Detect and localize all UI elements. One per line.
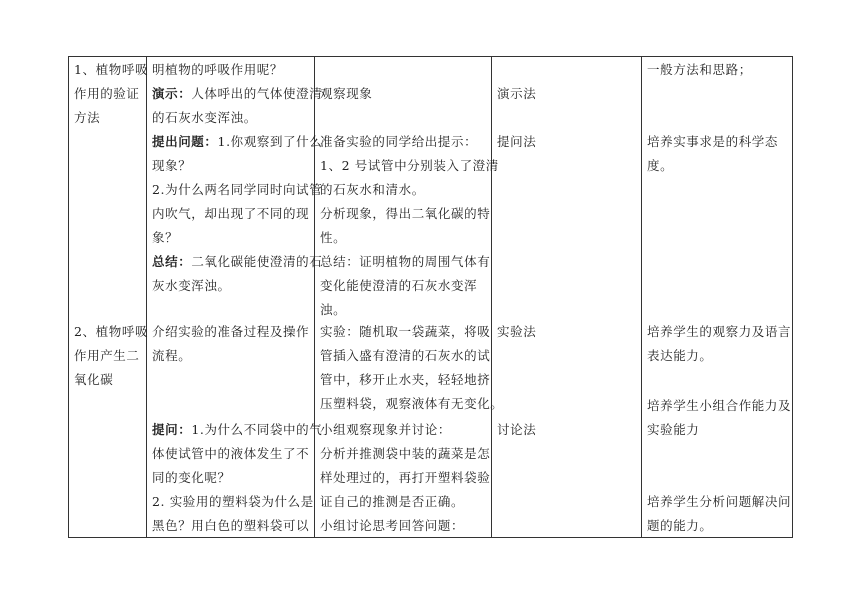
teacher-text: 演示：人体呼出的气体使澄清 [152, 86, 323, 101]
intent-text: 培养实事求是的科学态 [647, 134, 779, 149]
label-demo: 演示： [152, 86, 192, 101]
teacher-text: 介绍实验的准备过程及操作 [152, 324, 310, 339]
step-text: 氧化碳 [74, 372, 114, 387]
student-text: 压塑料袋，观察液体有无变化。 [320, 396, 504, 411]
label-ask: 提问： [152, 422, 192, 437]
teacher-text: 象？ [152, 230, 179, 245]
intent-text: 度。 [647, 158, 674, 173]
step-text: 作用的验证 [74, 86, 140, 101]
table-top-border [68, 56, 793, 57]
intent-text: 实验能力 [647, 422, 700, 437]
label-question: 提出问题： [152, 134, 218, 149]
student-text: 分析现象，得出二氧化碳的特 [320, 206, 491, 221]
method-text: 实验法 [497, 324, 537, 339]
label-summary: 总结： [152, 254, 192, 269]
student-text: 管中，移开止水夹，轻轻地挤 [320, 372, 491, 387]
student-text: 小组讨论思考回答问题： [320, 518, 465, 533]
table-divider-3 [491, 56, 492, 538]
student-text: 浊。 [320, 302, 347, 317]
student-text: 的石灰水和清水。 [320, 182, 425, 197]
student-text: 1、2 号试管中分别装入了澄清 [320, 158, 499, 173]
student-text: 总结：证明植物的周围气体有 [320, 254, 491, 269]
student-text: 分析并推测袋中装的蔬菜是怎 [320, 446, 491, 461]
method-text: 演示法 [497, 86, 537, 101]
table-divider-4 [641, 56, 642, 538]
teacher-text: 现象？ [152, 158, 192, 173]
intent-text: 培养学生小组合作能力及 [647, 398, 792, 413]
table-border-left [68, 56, 69, 538]
step-text: 1、植物呼吸 [74, 62, 149, 77]
student-text: 证自己的推测是否正确。 [320, 494, 465, 509]
teacher-text: 提问：1.为什么不同袋中的气 [152, 422, 323, 437]
intent-text: 表达能力。 [647, 348, 713, 363]
student-text: 观察现象 [320, 86, 373, 101]
teacher-text: 流程。 [152, 348, 192, 363]
intent-text: 培养学生的观察力及语言 [647, 324, 792, 339]
table-divider-2 [314, 56, 315, 538]
teacher-text: 2. 实验用的塑料袋为什么是 [152, 494, 314, 509]
method-text: 讨论法 [497, 422, 537, 437]
student-text: 样处理过的，再打开塑料袋验 [320, 470, 491, 485]
teacher-text: 2.为什么两名同学同时向试管 [152, 182, 323, 197]
teacher-text: 同的变化呢？ [152, 470, 231, 485]
teacher-text: 灰水变浑浊。 [152, 278, 231, 293]
teacher-text: 黑色？用白色的塑料袋可以 [152, 518, 310, 533]
step-text: 方法 [74, 110, 101, 125]
step-text: 2、植物呼吸 [74, 324, 149, 339]
student-text: 准备实验的同学给出提示： [320, 134, 478, 149]
intent-text: 题的能力。 [647, 518, 713, 533]
teacher-text: 的石灰水变浑浊。 [152, 110, 257, 125]
student-text: 性。 [320, 230, 347, 245]
teacher-text: 体使试管中的液体发生了不 [152, 446, 310, 461]
teacher-text: 内吹气，却出现了不同的现 [152, 206, 310, 221]
intent-text: 培养学生分析问题解决问 [647, 494, 792, 509]
teacher-text: 明植物的呼吸作用呢？ [152, 62, 284, 77]
teacher-text: 总结：二氧化碳能使澄清的石 [152, 254, 323, 269]
step-text: 作用产生二 [74, 348, 140, 363]
student-text: 变化能使澄清的石灰水变浑 [320, 278, 478, 293]
table-divider-1 [146, 56, 147, 538]
teacher-text: 提出问题：1.你观察到了什么 [152, 134, 323, 149]
method-text: 提问法 [497, 134, 537, 149]
table-border-right [792, 56, 793, 538]
intent-text: 一般方法和思路； [647, 62, 752, 77]
student-text: 实验：随机取一袋蔬菜，将吸 [320, 324, 491, 339]
student-text: 管插入盛有澄清的石灰水的试 [320, 348, 491, 363]
student-text: 小组观察现象并讨论： [320, 422, 452, 437]
